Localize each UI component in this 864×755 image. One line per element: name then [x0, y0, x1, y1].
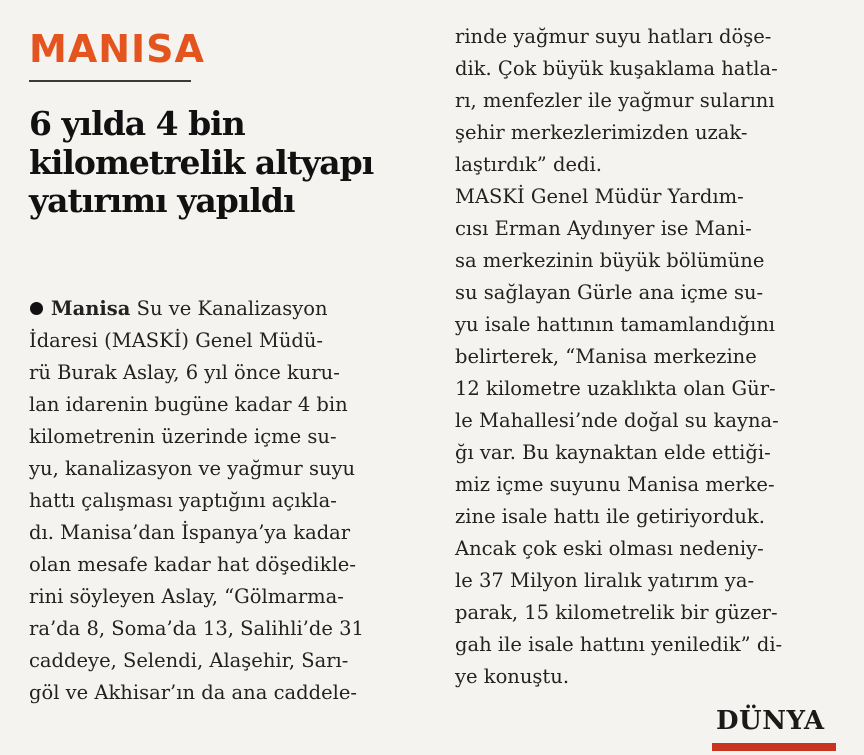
body-line: şehir merkezlerimizden uzak- [455, 121, 748, 144]
section-label: MANISA [29, 27, 205, 71]
body-line: İdaresi (MASKİ) Genel Müdü- [29, 329, 324, 352]
body-line: le 37 Milyon liralık yatırım ya- [455, 569, 755, 592]
body-line: ğı var. Bu kaynaktan elde ettiği- [455, 441, 771, 464]
newspaper-logo: DÜNYA [716, 706, 825, 736]
lead-city: Manisa [51, 297, 131, 320]
headline: 6 yılda 4 bin kilometrelik altyapı yatırımı yapıldı [29, 104, 374, 221]
body-line: le Mahallesi’nde doğal su kayna- [455, 409, 779, 432]
body-line: dı. Manisa’dan İspanya’ya kadar [29, 521, 351, 544]
body-line: lan idarenin bugüne kadar 4 bin [29, 393, 348, 416]
body-line: gah ile isale hattını yeniledik” di- [455, 633, 783, 656]
body-line: rı, menfezler ile yağmur sularını [455, 89, 775, 112]
logo-accent-bar [712, 743, 836, 751]
body-line: yu, kanalizasyon ve yağmur suyu [29, 457, 356, 480]
body-line: göl ve Akhisar’ın da ana caddele- [29, 681, 357, 704]
body-line: rinde yağmur suyu hatları döşe- [455, 25, 772, 48]
body-line: zine isale hattı ile getiriyorduk. [455, 505, 765, 528]
body-line: Ancak çok eski olması nedeniy- [455, 537, 764, 560]
body-line: MASKİ Genel Müdür Yardım- [455, 185, 744, 208]
body-line: kilometrenin üzerinde içme su- [29, 425, 337, 448]
body-line: olan mesafe kadar hat döşedikle- [29, 553, 356, 576]
body-line: sa merkezinin büyük bölümüne [455, 249, 765, 272]
body-line: yu isale hattının tamamlandığını [455, 313, 775, 336]
body-line: ra’da 8, Soma’da 13, Salihli’de 31 [29, 617, 364, 640]
body-line: belirterek, “Manisa merkezine [455, 345, 757, 368]
body-line: rini söyleyen Aslay, “Gölmarma- [29, 585, 344, 608]
body-line: 12 kilometre uzaklıkta olan Gür- [455, 377, 776, 400]
body-line: caddeye, Selendi, Alaşehir, Sarı- [29, 649, 349, 672]
body-line: cısı Erman Aydınyer ise Mani- [455, 217, 752, 240]
section-divider [29, 80, 191, 82]
body-line: su sağlayan Gürle ana içme su- [455, 281, 764, 304]
body-line: hattı çalışması yaptığını açıkla- [29, 489, 337, 512]
body-line: ye konuştu. [455, 665, 570, 688]
body-line: Su ve Kanalizasyon [136, 297, 328, 320]
bullet-icon [30, 302, 43, 315]
body-line: laştırdık” dedi. [455, 153, 602, 176]
body-line: miz içme suyunu Manisa merke- [455, 473, 775, 496]
body-line: rü Burak Aslay, 6 yıl önce kuru- [29, 361, 340, 384]
body-line: parak, 15 kilometrelik bir güzer- [455, 601, 778, 624]
lead-line [30, 294, 328, 324]
body-line: dik. Çok büyük kuşaklama hatla- [455, 57, 778, 80]
